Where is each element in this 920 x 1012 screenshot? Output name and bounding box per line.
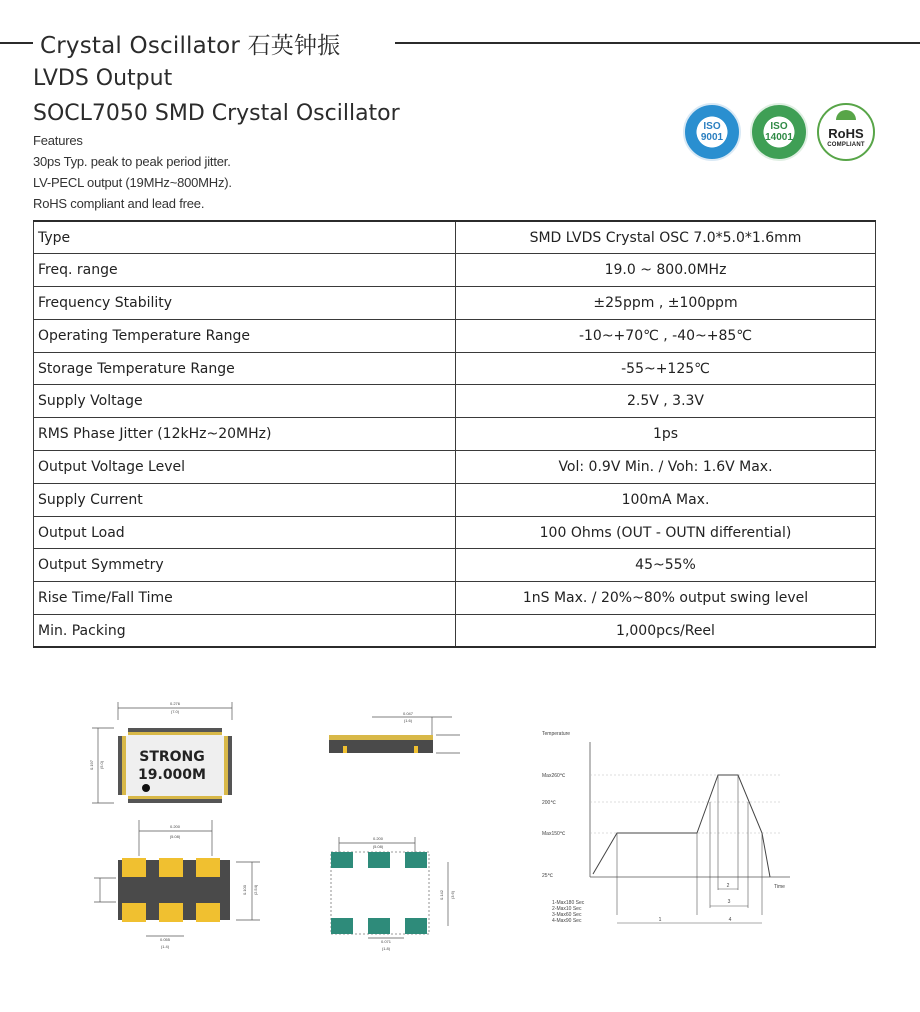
- spec-param: Type: [34, 221, 456, 254]
- spec-value: 19.0 ~ 800.0MHz: [456, 254, 876, 287]
- table-row: [34, 615, 876, 648]
- certification-badges: [683, 103, 875, 161]
- land-dim-pitch-mm: (5.08): [372, 844, 384, 849]
- pin1-dot-icon: [142, 784, 150, 792]
- spec-param: Supply Voltage: [34, 385, 456, 418]
- spec-param: Supply Current: [34, 483, 456, 516]
- land-dim-pad: 0.071: [380, 939, 392, 944]
- iso14001-badge-icon: [750, 103, 808, 161]
- land-dim-pitch: 0.200: [372, 836, 384, 841]
- rohs-line2: COMPLIANT: [827, 142, 865, 149]
- title-rule-right: [395, 42, 920, 44]
- spec-value: 2.5V , 3.3V: [456, 385, 876, 418]
- bottom-dim-pitch-mm: (5.08): [169, 834, 181, 839]
- segment-label-3: 3: [727, 899, 731, 905]
- side-view-diagram: [329, 711, 460, 753]
- feature-item: 30ps Typ. peak to peak period jitter.: [33, 154, 231, 169]
- spec-value: 1nS Max. / 20%~80% output swing level: [456, 582, 876, 615]
- bottom-dim-side: 0.100: [242, 884, 247, 896]
- spec-value: 45~55%: [456, 549, 876, 582]
- table-row: [34, 483, 876, 516]
- spec-param: Frequency Stability: [34, 287, 456, 320]
- rohs-badge-icon: [817, 103, 875, 161]
- features-heading: Features: [33, 133, 83, 148]
- bottom-dim-side-mm: (2.54): [253, 884, 258, 896]
- table-row: [34, 451, 876, 484]
- land-pad: [368, 918, 390, 934]
- spec-value: ±25ppm , ±100ppm: [456, 287, 876, 320]
- top-dim-height: 0.197: [89, 759, 94, 771]
- segment-label-2: 2: [726, 883, 730, 889]
- reflow-curve: [593, 775, 770, 877]
- bottom-dim-pad-mm: (1.4): [160, 944, 170, 949]
- pad: [159, 858, 183, 877]
- table-row: [34, 516, 876, 549]
- pad: [159, 903, 183, 922]
- side-dim-thickness: 0.047: [402, 711, 414, 716]
- spec-value: -55~+125℃: [456, 352, 876, 385]
- table-row: [34, 549, 876, 582]
- reflow-legend-item: 1-Max180 Sec: [552, 900, 585, 906]
- table-row: [34, 582, 876, 615]
- feature-item: LV-PECL output (19MHz~800MHz).: [33, 175, 232, 190]
- section-title: Crystal Oscillator 石英钟振: [40, 33, 341, 59]
- reflow-x-label: Time: [774, 884, 785, 890]
- reflow-profile-chart: [542, 731, 790, 924]
- spec-param: Freq. range: [34, 254, 456, 287]
- pad: [122, 903, 146, 922]
- land-pad: [405, 852, 427, 868]
- land-pattern-diagram: [331, 836, 455, 951]
- iso14001-line1: ISO: [770, 121, 788, 132]
- marking-line1: STRONG: [139, 749, 205, 765]
- table-row: [34, 287, 876, 320]
- pad: [196, 858, 220, 877]
- title-rule-left: [0, 42, 33, 44]
- bottom-dim-pitch: 0.200: [169, 824, 181, 829]
- pad: [122, 858, 146, 877]
- spec-param: Rise Time/Fall Time: [34, 582, 456, 615]
- top-dim-height-mm: (5.0): [99, 760, 104, 770]
- spec-param: Output Voltage Level: [34, 451, 456, 484]
- reflow-level-260: Max260℃: [542, 773, 566, 779]
- spec-param: Output Load: [34, 516, 456, 549]
- land-dim-row: 0.142: [439, 889, 444, 901]
- table-row: [34, 385, 876, 418]
- rohs-line1: RoHS: [828, 126, 864, 142]
- table-row: [34, 352, 876, 385]
- spec-value: Vol: 0.9V Min. / Voh: 1.6V Max.: [456, 451, 876, 484]
- reflow-legend-item: 4-Max90 Sec: [552, 918, 582, 924]
- reflow-level-150: Max150℃: [542, 831, 566, 837]
- spec-param: Operating Temperature Range: [34, 319, 456, 352]
- bottom-dim-pad: 0.055: [159, 937, 171, 942]
- package-diagrams: [0, 690, 920, 960]
- table-row: [34, 254, 876, 287]
- spec-value: 100 Ohms (OUT - OUTN differential): [456, 516, 876, 549]
- reflow-level-25: 25℃: [542, 873, 554, 879]
- pad: [196, 903, 220, 922]
- land-pad: [368, 852, 390, 868]
- iso9001-badge-icon: [683, 103, 741, 161]
- iso9001-line1: ISO: [703, 121, 721, 132]
- iso14001-line2: 14001: [765, 132, 793, 143]
- iso9001-line2: 9001: [700, 132, 724, 143]
- top-dim-width: 0.276: [169, 701, 181, 706]
- reflow-level-200: 200℃: [542, 800, 556, 806]
- bottom-view-diagram: [94, 820, 260, 949]
- land-dim-pad-mm: (1.8): [381, 946, 391, 951]
- side-dim-thickness-mm: (1.6): [403, 718, 413, 723]
- spec-value: SMD LVDS Crystal OSC 7.0*5.0*1.6mm: [456, 221, 876, 254]
- spec-param: Storage Temperature Range: [34, 352, 456, 385]
- spec-param: RMS Phase Jitter (12kHz~20MHz): [34, 418, 456, 451]
- reflow-legend-item: 2-Max10 Sec: [552, 906, 582, 912]
- reflow-legend-item: 3-Max60 Sec: [552, 912, 582, 918]
- top-view-diagram: [89, 701, 232, 803]
- table-row: [34, 319, 876, 352]
- marking-line2: 19.000M: [138, 767, 206, 783]
- output-type-title: LVDS Output: [33, 66, 173, 91]
- spec-value: -10~+70℃ , -40~+85℃: [456, 319, 876, 352]
- spec-param: Min. Packing: [34, 615, 456, 648]
- top-dim-width-mm: (7.0): [170, 709, 180, 714]
- segment-label-4: 4: [728, 917, 732, 923]
- spec-value: 1,000pcs/Reel: [456, 615, 876, 648]
- land-dim-row-mm: (3.6): [450, 890, 455, 900]
- land-pad: [405, 918, 427, 934]
- product-title: SOCL7050 SMD Crystal Oscillator: [33, 101, 400, 126]
- land-pad: [331, 918, 353, 934]
- leaf-icon: [836, 110, 856, 120]
- feature-item: RoHS compliant and lead free.: [33, 196, 205, 211]
- spec-param: Output Symmetry: [34, 549, 456, 582]
- reflow-y-label: Temperature: [542, 731, 571, 737]
- table-row: [34, 418, 876, 451]
- spec-value: 1ps: [456, 418, 876, 451]
- land-pad: [331, 852, 353, 868]
- table-row: [34, 221, 876, 254]
- features-block: [33, 130, 232, 214]
- spec-value: 100mA Max.: [456, 483, 876, 516]
- spec-table: [33, 220, 876, 648]
- segment-label-1: 1: [658, 917, 662, 923]
